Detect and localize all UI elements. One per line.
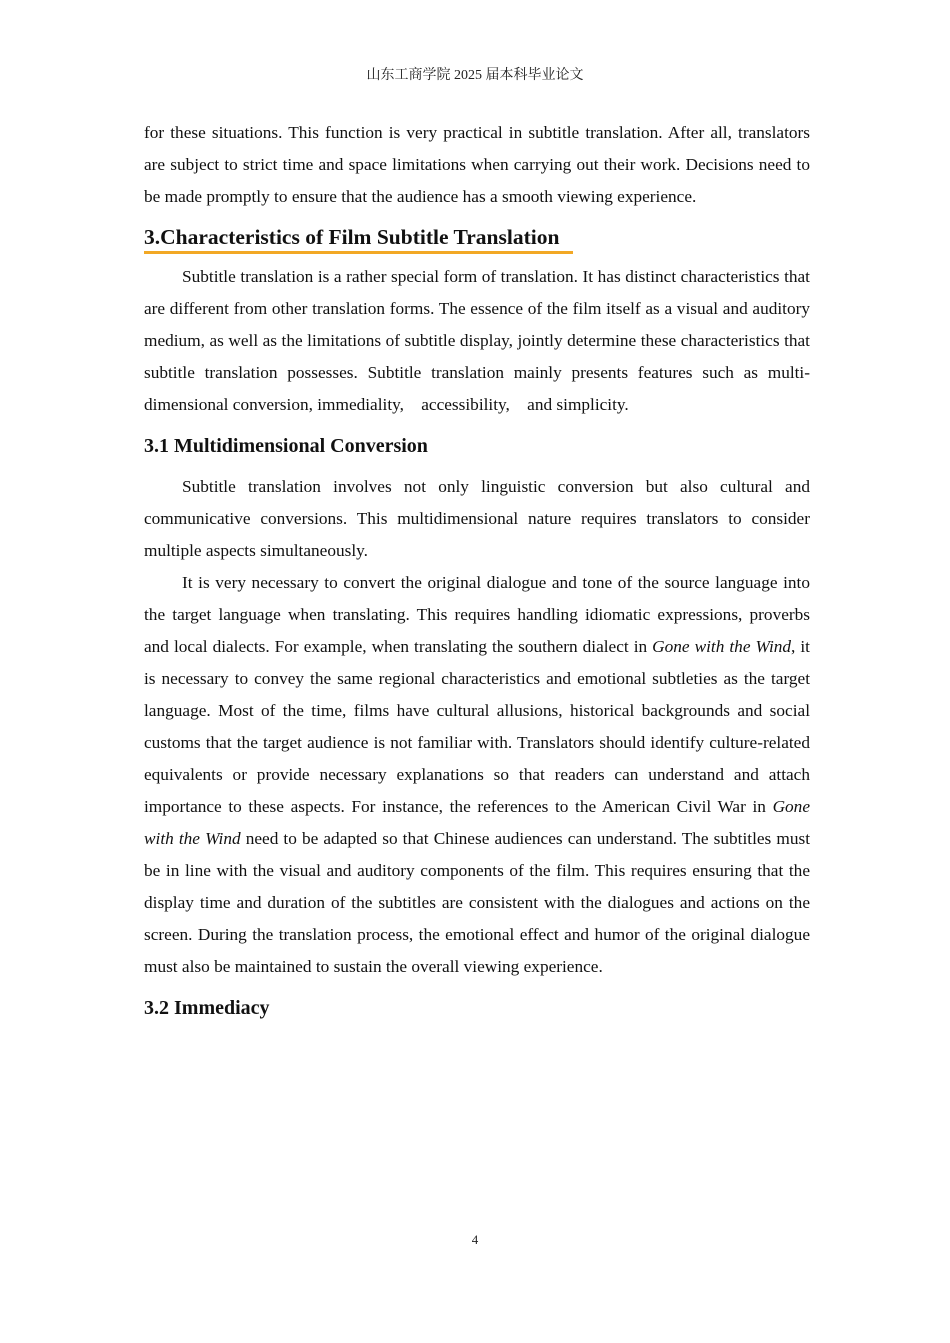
paragraph-text-part: , it is necessary to convey the same regional characteristics and emotional subtleties as the target language. Most of the time, films have cultural allusions, historical backgrounds and social customs that the target audience is not familiar with. Translators should identify culture-related equivalents or provide necessary explanations so that readers can understand and attach importance to these aspects. For instance, the references to the American Civil War in xyxy=(144,637,810,816)
paragraph-continuation: for these situations. This function is very practical in subtitle translation. After all, translators are subject to strict time and space limitations when carrying out their work. Decisions need to be made promptly to ensure that the audience has a smooth viewing experience. xyxy=(144,123,810,206)
film-title-italic: Gone with the Wind xyxy=(652,637,792,656)
running-header: 山东工商学院 2025 届本科毕业论文 xyxy=(366,68,584,83)
film-title-italic: Gone with the Wind xyxy=(144,797,810,848)
paragraph-conversion-details xyxy=(144,567,810,983)
page-number: 4 xyxy=(471,1232,479,1247)
section-heading xyxy=(144,219,810,255)
subsection-heading-3-2: 3.2 Immediacy xyxy=(144,997,270,1019)
paragraph-text-part: need to be adapted so that Chinese audiences can understand. The subtitles must be in line with the visual and auditory components of the film. This requires ensuring that the display time and duration of the subtitles are consistent with the dialogues and actions on the screen. During the translation process, the emotional effect and humor of the original dialogue must also be maintained to sustain the overall viewing experience. xyxy=(144,829,810,976)
paragraph-intro: Subtitle translation is a rather special form of translation. It has distinct characteristics that are different from other translation forms. The essence of the film itself as a visual and auditory medium, as well as the limitations of subtitle display, jointly determine these characteristics that subtitle translation possesses. Subtitle translation mainly presents features such as multi-dimensional conversion, immediality, accessibility, and simplicity. xyxy=(144,267,810,414)
subsection-heading-3-1: 3.1 Multidimensional Conversion xyxy=(144,435,428,457)
page-content xyxy=(144,117,810,1033)
section-heading-text: 3.Characteristics of Film Subtitle Translation xyxy=(144,223,573,254)
paragraph-text-part: It is very necessary to convert the original dialogue and tone of the source language into the target language when translating. This requires handling idiomatic expressions, proverbs and local dialects. For example, when translating the southern dialect in xyxy=(144,573,810,656)
paragraph-multidimensional: Subtitle translation involves not only linguistic conversion but also cultural and communicative conversions. This multidimensional nature requires translators to consider multiple aspects simultaneously. xyxy=(144,477,810,560)
